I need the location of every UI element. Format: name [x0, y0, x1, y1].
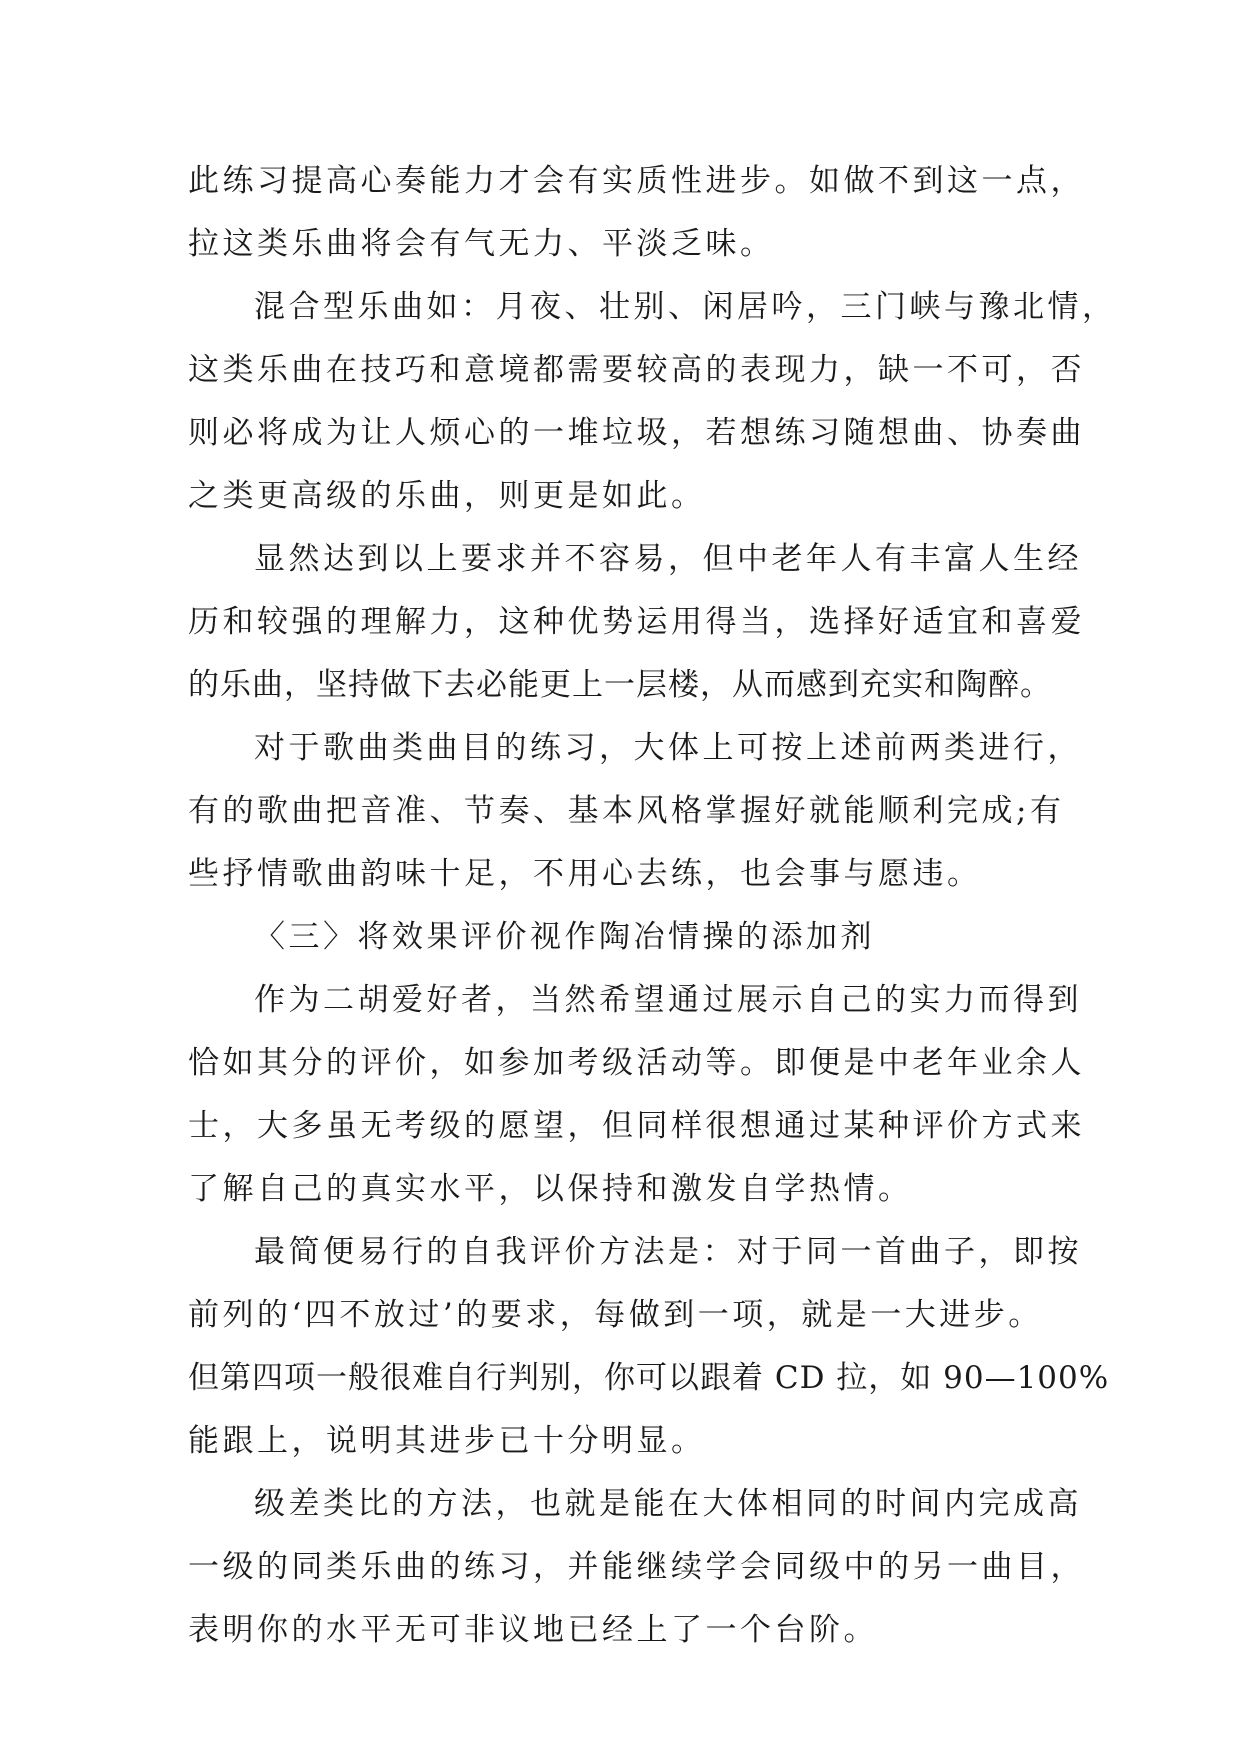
paragraph-start: 最简便易行的自我评价方法是：对于同一首曲子，即按 [254, 1234, 1082, 1270]
text-line: 有的歌曲把音准、节奏、基本风格掌握好就能顺利完成;有 [188, 793, 1065, 829]
text-line: 了解自己的真实水平，以保持和激发自学热情。 [188, 1171, 913, 1207]
text-line: 拉这类乐曲将会有气无力、平淡乏味。 [188, 226, 775, 262]
text-line: 的乐曲，坚持做下去必能更上一层楼，从而感到充实和陶醉。 [188, 667, 1052, 703]
paragraph-start: 混合型乐曲如：月夜、壮别、闲居吟，三门峡与豫北情， [254, 289, 1117, 325]
text-line: 些抒情歌曲韵味十足，不用心去练，也会事与愿违。 [188, 856, 982, 892]
text-line: 则必将成为让人烦心的一堆垃圾，若想练习随想曲、协奏曲 [188, 415, 1085, 451]
text-line: 之类更高级的乐曲，则更是如此。 [188, 478, 706, 514]
text-line: 但第四项一般很难自行判别，你可以跟着 CD 拉，如 90—100% [188, 1360, 1110, 1396]
section-heading: 〈三〉将效果评价视作陶冶情操的添加剂 [254, 919, 875, 955]
text-line: 能跟上，说明其进步已十分明显。 [188, 1423, 706, 1459]
text-line: 前列的‘四不放过’的要求，每做到一项，就是一大进步。 [188, 1297, 1043, 1333]
text-line: 恰如其分的评价，如参加考级活动等。即便是中老年业余人 [188, 1045, 1085, 1081]
text-line: 一级的同类乐曲的练习，并能继续学会同级中的另一曲目， [188, 1549, 1085, 1585]
text-line: 表明你的水平无可非议地已经上了一个台阶。 [188, 1612, 878, 1648]
text-line: 士，大多虽无考级的愿望，但同样很想通过某种评价方式来 [188, 1108, 1085, 1144]
paragraph-start: 作为二胡爱好者，当然希望通过展示自己的实力而得到 [254, 982, 1082, 1018]
text-line: 此练习提高心奏能力才会有实质性进步。如做不到这一点， [188, 163, 1085, 199]
text-line: 这类乐曲在技巧和意境都需要较高的表现力，缺一不可，否 [188, 352, 1085, 388]
paragraph-start: 显然达到以上要求并不容易，但中老年人有丰富人生经 [254, 541, 1082, 577]
paragraph-start: 对于歌曲类曲目的练习，大体上可按上述前两类进行， [254, 730, 1082, 766]
paragraph-start: 级差类比的方法，也就是能在大体相同的时间内完成高 [254, 1486, 1082, 1522]
body-text [188, 150, 1117, 1662]
text-line: 历和较强的理解力，这种优势运用得当，选择好适宜和喜爱 [188, 604, 1085, 640]
